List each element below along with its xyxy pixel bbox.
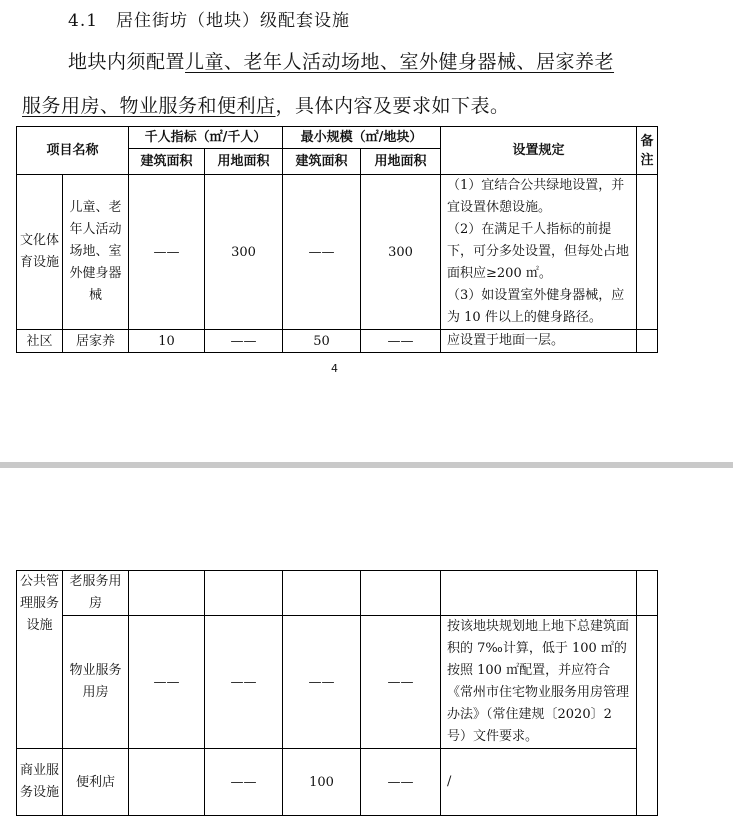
row-item-name: 便利店	[63, 749, 129, 816]
table-row	[17, 616, 658, 749]
cell-pt-land: ——	[205, 330, 283, 353]
cell-pt-land: ——	[205, 616, 283, 749]
cell-min-build: 100	[283, 749, 361, 816]
cell-note	[637, 175, 658, 330]
rule-item-1: （1）宜结合公共绿地设置，并宜设置休憩设施。	[447, 178, 625, 215]
intro-paragraph-line1	[68, 47, 614, 74]
cell-note	[637, 749, 658, 816]
table-row	[17, 330, 658, 353]
intro-paragraph-line2	[22, 91, 510, 118]
cell-min-build: ——	[283, 175, 361, 330]
rule-item-2: （2）在满足千人指标的前提下，可分多处设置，但每处占地面积应≥200 ㎡。	[447, 222, 630, 281]
facility-table	[16, 126, 658, 353]
cell-min-land	[361, 571, 441, 616]
row-category: 商业服务设施	[17, 749, 63, 816]
cell-pt-build	[129, 571, 205, 616]
table-row	[17, 571, 658, 616]
header-min-scale: 最小规模（㎡/地块）	[283, 127, 441, 149]
header-building-area-2: 建筑面积	[283, 149, 361, 175]
cell-pt-land: ——	[205, 749, 283, 816]
cell-pt-build: 10	[129, 330, 205, 353]
cell-rule	[441, 571, 637, 616]
header-rule: 设置规定	[441, 127, 637, 175]
cell-note	[637, 616, 658, 749]
cell-pt-build	[129, 749, 205, 816]
cell-rule: 按该地块规划地上地下总建筑面积的 7‰计算，低于 100 ㎡的按照 100 ㎡配置，并应符合《常州市住宅物业服务用房管理办法》（常住建规〔2020〕2 号）文件要求。	[441, 616, 637, 749]
cell-min-build: 50	[283, 330, 361, 353]
cell-min-build: ——	[283, 616, 361, 749]
table-row	[17, 749, 658, 816]
table-row	[17, 175, 658, 330]
cell-pt-build: ——	[129, 616, 205, 749]
cell-rule: /	[441, 749, 637, 816]
cell-min-land: ——	[361, 330, 441, 353]
header-land-area: 用地面积	[205, 149, 283, 175]
cell-rule: 应设置于地面一层。	[441, 330, 637, 353]
rule-item-3: （3）如设置室外健身器械，应为 10 件以上的健身路径。	[447, 288, 625, 325]
row-category: 文化体育设施	[17, 175, 63, 330]
intro-underlined-text: 儿童、老年人活动场地、室外健身器械、居家养老	[185, 51, 615, 73]
section-heading: 4.1 居住街坊（地块）级配套设施	[68, 11, 351, 31]
cell-min-build	[283, 571, 361, 616]
row-item-name: 居家养	[63, 330, 129, 353]
row-item-name: 老服务用房	[63, 571, 129, 616]
header-item-name: 项目名称	[17, 127, 129, 175]
row-item-name: 物业服务用房	[63, 616, 129, 749]
intro-text-end: ，具体内容及要求如下表。	[275, 95, 510, 117]
header-note: 备注	[637, 127, 658, 175]
page-number: 4	[331, 362, 338, 375]
cell-note	[637, 571, 658, 616]
cell-pt-land: 300	[205, 175, 283, 330]
intro-underlined-text-2: 服务用房、物业服务和便利店	[22, 95, 276, 117]
header-land-area-2: 用地面积	[361, 149, 441, 175]
row-category: 社区	[17, 330, 63, 353]
cell-min-land: 300	[361, 175, 441, 330]
cell-pt-build: ——	[129, 175, 205, 330]
facility-table-continued	[16, 570, 658, 816]
row-item-name: 儿童、老年人活动场地、室外健身器械	[63, 175, 129, 330]
header-building-area: 建筑面积	[129, 149, 205, 175]
cell-note	[637, 330, 658, 353]
cell-min-land: ——	[361, 616, 441, 749]
intro-text: 地块内须配置	[68, 51, 186, 73]
header-per-thousand: 千人指标（㎡/千人）	[129, 127, 283, 149]
document-page-2	[0, 468, 733, 831]
row-category: 公共管理服务设施	[17, 571, 63, 749]
cell-min-land: ——	[361, 749, 441, 816]
cell-pt-land	[205, 571, 283, 616]
cell-rule	[441, 175, 637, 330]
